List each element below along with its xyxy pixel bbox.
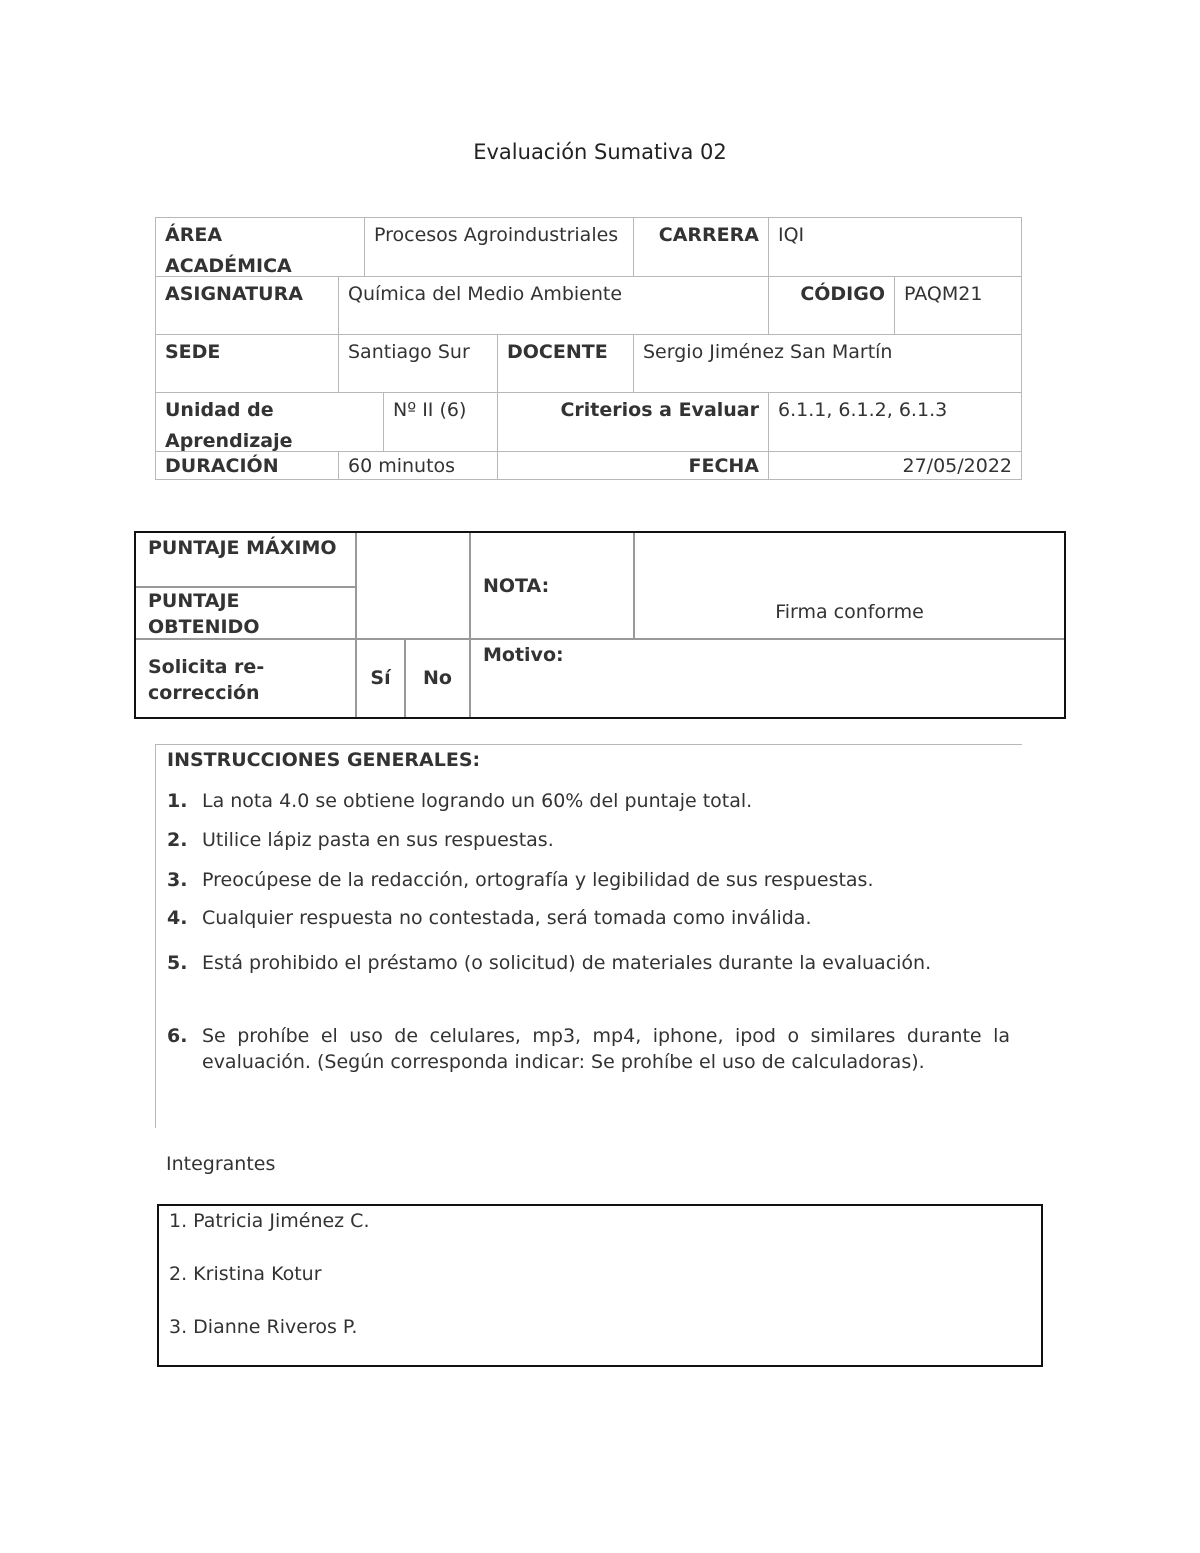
criterios-label: Criterios a Evaluar (497, 392, 769, 452)
puntaje-obtenido-label: PUNTAJE OBTENIDO (148, 590, 260, 638)
nota-label: NOTA: (483, 575, 550, 597)
firma-label: Firma conforme (775, 601, 924, 623)
member-item: 3. Dianne Riveros P. (169, 1316, 358, 1338)
instruction-item: 2. Utilice lápiz pasta en sus respuestas. (167, 829, 554, 851)
puntaje-maximo-value[interactable] (357, 533, 469, 586)
asignatura-label: ASIGNATURA (155, 276, 339, 335)
fecha-value: 27/05/2022 (768, 451, 1022, 480)
sede-value: Santiago Sur (338, 334, 498, 393)
score-table (134, 531, 1066, 719)
puntaje-maximo-label: PUNTAJE MÁXIMO (148, 537, 337, 559)
fecha-label: FECHA (497, 451, 769, 480)
page-title: Evaluación Sumativa 02 (473, 140, 727, 164)
member-item: 1. Patricia Jiménez C. (169, 1210, 370, 1232)
sede-label: SEDE (155, 334, 339, 393)
motivo-label: Motivo: (483, 644, 564, 666)
puntaje-obtenido-value[interactable] (357, 588, 469, 638)
carrera-value: IQI (768, 217, 1022, 277)
area-label: ÁREA ACADÉMICA (155, 217, 365, 277)
duracion-value: 60 minutos (338, 451, 498, 480)
member-item: 2. Kristina Kotur (169, 1263, 322, 1285)
carrera-label: CARRERA (633, 217, 769, 277)
codigo-value: PAQM21 (894, 276, 1022, 335)
area-value: Procesos Agroindustriales (364, 217, 634, 277)
instructions-box (155, 744, 1022, 1128)
recorreccion-label: Solicita re-corrección (148, 656, 265, 704)
asignatura-value: Química del Medio Ambiente (338, 276, 769, 335)
si-option[interactable]: Sí (370, 667, 391, 689)
no-option[interactable]: No (423, 667, 452, 689)
criterios-value: 6.1.1, 6.1.2, 6.1.3 (768, 392, 1022, 452)
codigo-label: CÓDIGO (768, 276, 895, 335)
instruction-item: 1. La nota 4.0 se obtiene logrando un 60% del puntaje total. (167, 790, 753, 812)
instructions-heading: INSTRUCCIONES GENERALES: (167, 749, 481, 771)
instruction-item: 5. Está prohibido el préstamo (o solicitud) de materiales durante la evaluación. (167, 952, 932, 974)
docente-label: DOCENTE (497, 334, 634, 393)
docente-value: Sergio Jiménez San Martín (633, 334, 1022, 393)
instruction-item: 3. Preocúpese de la redacción, ortografía y legibilidad de sus respuestas. (167, 869, 874, 891)
unidad-label: Unidad de Aprendizaje (155, 392, 384, 452)
integrantes-label: Integrantes (166, 1153, 276, 1175)
duracion-label: DURACIÓN (155, 451, 339, 480)
members-box (157, 1204, 1043, 1367)
instruction-item: 6. Se prohíbe el uso de celulares, mp3, mp4, iphone, ipod o similares durante la evaluación. (Según corresponda indicar: Se prohíbe el uso de calculadoras). (167, 1025, 1010, 1073)
info-table (155, 217, 1022, 480)
instruction-item: 4. Cualquier respuesta no contestada, será tomada como inválida. (167, 907, 812, 929)
unidad-value: Nº II (6) (383, 392, 498, 452)
